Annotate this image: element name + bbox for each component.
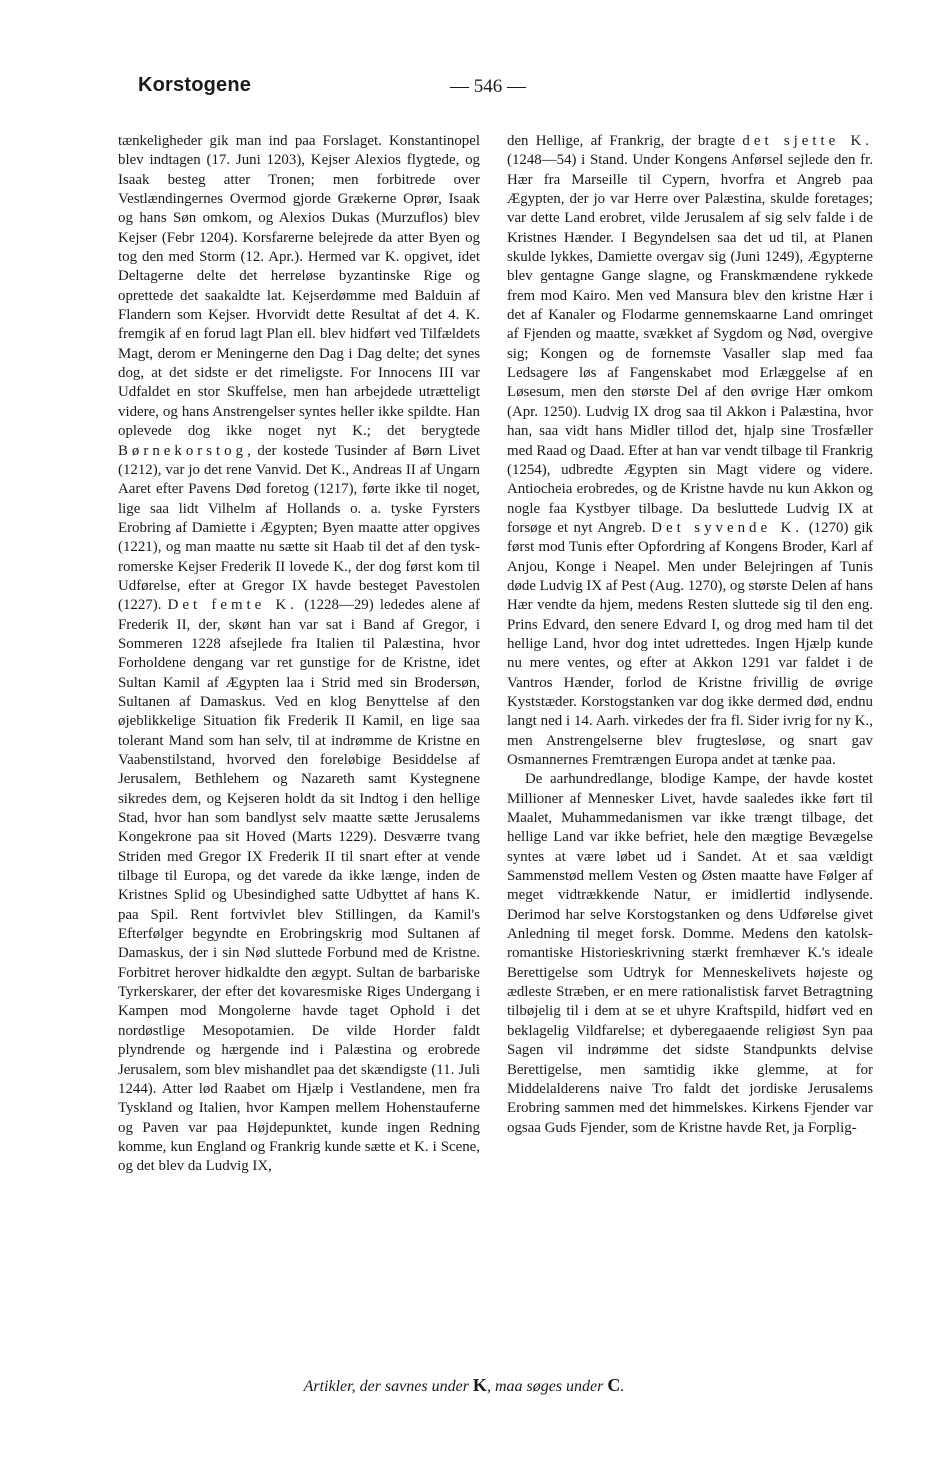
section-title: Korstogene (138, 74, 252, 96)
text-run: (1228—29) lededes alene af Frederik II, der, skønt han var sat i Band af Gregor, i Sommeren 1228 afsejlede fra Italien til Palæstina, hvor Forholdene dengang var ret gunstige for de Kristne, idet Sultan Kamil af Ægypten laa i Strid med sin Brodersøn, Sultanen af Damaskus. Ved en klog Benyttelse af den øjeblikkelige Situation fik Frederik II Kamil, en lige saa tolerant Mand som han selv, til at indrømme de Kristne en Vaabenstilstand, hvorved den foreløbige Besiddelse af Jerusalem, Bethlehem og Nazareth samt Kystegnene sikredes dem, og Kejseren holdt da sit Indtog i den hellige Stad, hvor han som bandlyst selv maatte sætte Jerusalems Kongekrone paa sit Hoved (Marts 1229). Desværre tvang Striden med Gregor IX Frederik II til snart efter at vende tilbage til Europa, og det varede da ikke længe, inden de Kristnes Splid og Ubesindighed satte Udbyttet af hans K. paa Spil. Rent fortvivlet blev Stillingen, da Kamil's Efterfølger begyndte en Erobringskrig mod Sultanen af Damaskus, der i sin Nød sluttede Forbund med de Kristne. Forbitret herover hidkaldte den ægypt. Sultan de barbariske Tyrkerskarer, der efter det kovaresmiske Riges Undergang i Kampen mod Mongolerne havde taget Ophold i det nordøstlige Mesopotamien. De vilde Horder faldt plyndrende og hærgende ind i Palæstina og erobrede Jerusalem, som blev mishandlet paa det skændigste (11. Juli 1244). Atter lød Raabet om Hjælp i Vestlandene, men fra Tyskland og Italien, hvor Kampen mellem Hohenstauferne og Paven var paa Højdepunktet, kunde ingen Redning komme, kun England og Frankrig kunde sætte et K. i Scene, og det blev da Ludvig IX, (118, 597, 480, 1175)
text-run: den Hellige, af Frankrig, der bragte (507, 133, 743, 149)
spaced-term-boernekorstog: Børnekorstog (118, 442, 248, 459)
text-run: (1270) gik først mod Tunis efter Opfordring af Kongens Broder, Karl af Anjou, Konge i Neapel. Men under Belejringen af Tunis døde Ludvig IX af Pest (Aug. 1270), og største Delen af hans Hær vendte da hjem, medens Resten sluttede sig til den eng. Prins Edvard, den senere Edvard I, og drog med ham til det hellige Land, hvor dog intet udrettedes. Ingen Hjælp kunde nu mere ventes, og efter at Akkon 1291 var faldet i de Vantros Hænder, forlod de Kristne frivillig de øvrige Kyststæder. Korstogstanken var dog ikke dermed død, endnu langt ned i 14. Aarh. virkedes der fra fl. Sider ivrig for ny K., men Anstrengelserne blev frugtesløse, og snart gav Osmannernes Fremtrængen Europa andet at tænke paa. (507, 519, 874, 768)
left-paragraph (118, 132, 480, 1177)
footer-letter-c: C (607, 1375, 621, 1395)
right-paragraph-1 (507, 132, 873, 770)
spaced-term-sjette-k: det sjette K. (742, 133, 873, 149)
spaced-term-femte-k: Det femte K. (167, 597, 298, 614)
page-header (138, 72, 878, 108)
footer-letter-k: K (472, 1375, 487, 1395)
left-column (118, 132, 480, 1177)
text-run: tænkeligheder gik man ind paa Forslaget. Konstantinopel blev indtagen (17. Juni 1203), Kejser Alexios flygtede, og Isaak besteg atter Tronen; men forbitrede over Vestlændingernes Overmod gjorde Grækerne Oprør, Isaak og hans Søn omkom, og Alexios Dukas (Murzuflos) blev Kejser (Febr 1204). Korsfarerne belejrede da atter Byen og tog den med Storm (12. Apr.). Hermed var K. opgivet, idet Deltagerne delte det herreløse byzantinske Rige og oprettede det saakaldte lat. Kejserdømme med Balduin af Flandern som Kejser. Hvorvidt dette Resultat af det 4. K. fremgik af en forud lagt Plan ell. blev hidført ved Tilfældets Magt, derom er Meningerne den Dag i Dag delte; det synes dog, at det sidste er det rimeligste. For Innocens III var Udfaldet en stor Skuffelse, men han arbejdede utrætteligt videre, og hans Anstrengelser syntes heller ikke spildte. Han oplevede dog ikke noget nyt K.; det berygtede (118, 133, 480, 440)
right-paragraph-2: De aarhundredlange, blodige Kampe, der havde kostet Millioner af Mennesker Livet, havde saaledes ikke ført til Maalet, Muhammedanismen var ikke trængt tilbage, det hellige Land var ikke befriet, hele den mægtige Bevægelse syntes at være løbet ud i Sandet. At et saa vældigt Sammenstød mellem Vesten og Østen maatte have Følger af meget vidtrækkende Natur, er imidlertid indlysende. Derimod har selve Korstogstanken og dens Udførelse givet Anledning til meget forsk. Domme. Medens den katolsk-romantiske Historieskrivning stærkt fremhæver K.'s ideale Berettigelse som Udtryk for Menneskelivets højeste og ædleste Stræben, er en mere rationalistisk farvet Betragtning tilbøjelig til i dem at se et uhyre Kraftspild, hidført ved en beklagelig Vildfarelse; et dyberegaaende religiøst Syn paa Sagen vil indrømme det sidste Standpunkts delvise Berettigelse, men samtidig ikke glemme, at for Middelalderens naive Tro faldt det jordiske Jerusalems Erobring sammen med det himmelskes. Kirkens Fjender var ogsaa Guds Fjender, som de Kristne havde Ret, ja Forplig- (507, 771, 873, 1136)
page-number: — 546 — (450, 76, 526, 97)
right-column (507, 132, 873, 1138)
text-run: , der kostede Tusinder af Børn Livet (1212), var jo det rene Vanvid. Det K., Andreas II af Ungarn Aaret efter Pavens Død foretog (1217), førte ikke til noget, lige saa lidt Vilhelm af Hollands o. a. tyske Fyrsters Erobring af Damiette i Ægypten; Byen maatte atter opgives (1221), og man maatte nu sætte sit Haab til det af den tysk-romerske Kejser Frederik II lovede K., der dog først kom til Udførelse, efter at Gregor IX havde besteget Pavestolen (1227). (118, 442, 480, 614)
footer-suffix: . (620, 1378, 625, 1395)
footer-prefix: Artikler, der savnes under (303, 1378, 473, 1395)
text-run: (1248—54) i Stand. Under Kongens Anførsel sejlede den fr. Hær fra Marseille til Cypern, hvorfra et Angreb paa Ægypten, der jo var Herre over Palæstina, skulde foretages; var dette Land erobret, vilde Jerusalem af sig selv falde i de Kristnes Hænder. I Begyndelsen saa det ud til, at Planen skulde lykkes, Damiette overgav sig (Juni 1249), Ægypterne blev gentagne Gange slagne, og Franskmændene rykkede frem mod Kairo. Men ved Mansura blev den kristne Hær i det af Kanaler og Flodarme gennemskaarne Land omringet af Fjenden og maatte, svækket af Sygdom og Nød, overgive sig; Kongen og de fornemste Vasaller slap med faa Ledsagere løs af Fangenskabet mod Erlæggelse af en Løsesum, men den største Del af den øvrige Hær omkom (Apr. 1250). Ludvig IX drog saa til Akkon i Palæstina, hvor han, saa vidt hans Midler tillod det, hjalp sine Trosfæller med Raad og Daad. Efter at han var vendt tilbage til Frankrig (1254), udbredte Ægypten sin Magt videre og videre. Antiocheia erobredes, og de Kristne havde nu kun Akkon og nogle faa Kystbyer tilbage. Da besluttede Ludvig IX at forsøge et nyt Angreb. (507, 152, 873, 536)
spaced-term-syvende-k: Det syvende K. (651, 519, 804, 536)
footer-note (0, 1375, 928, 1396)
footer-middle: , maa søges under (486, 1378, 608, 1395)
